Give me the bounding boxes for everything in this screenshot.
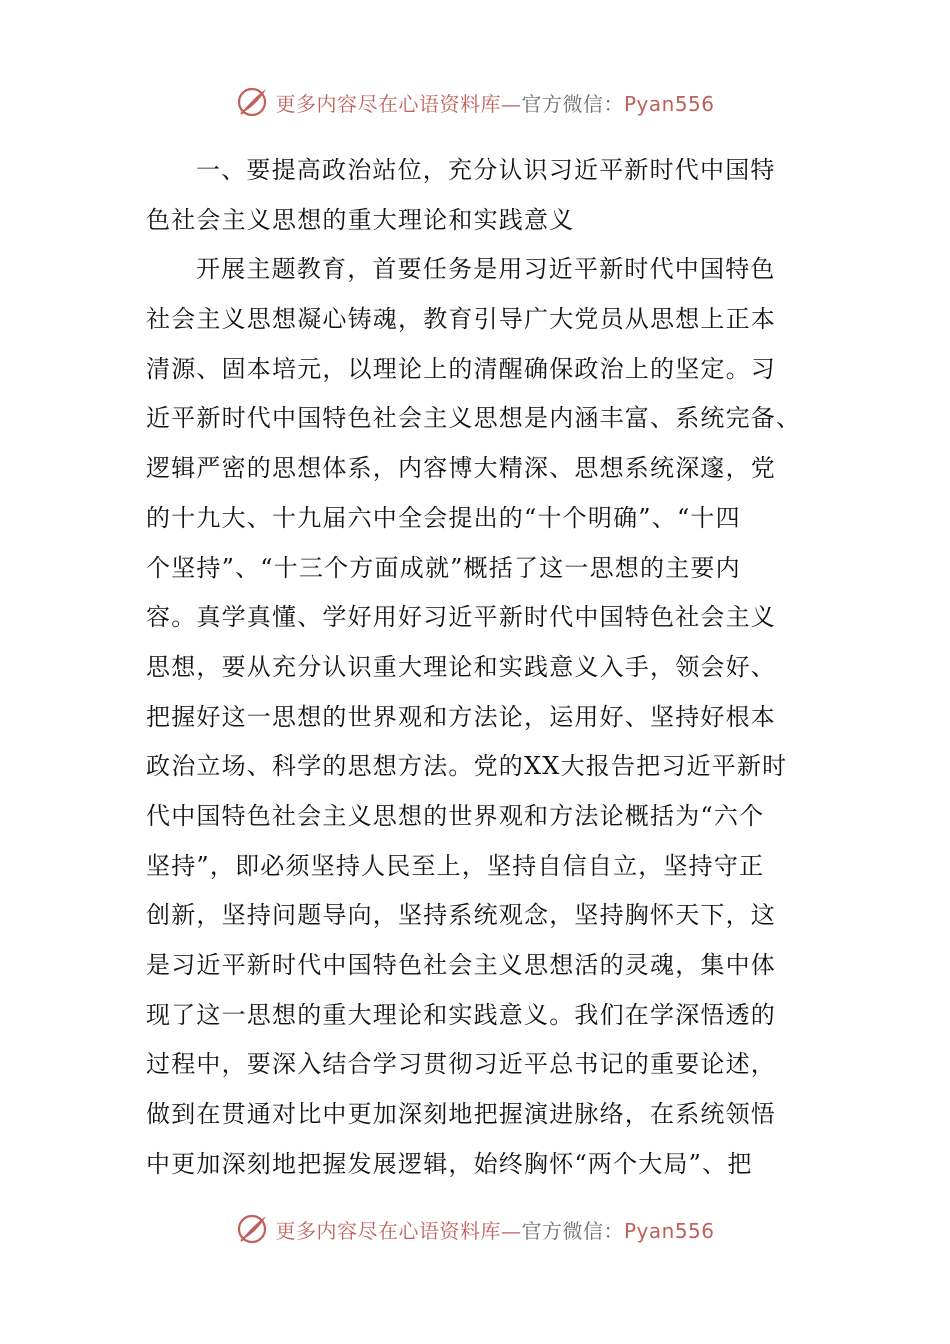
- paragraph-line: 清源、固本培元，以理论上的清醒确保政治上的坚定。习: [146, 354, 776, 383]
- paragraph-line: 社会主义思想凝心铸魂，教育引导广大党员从思想上正本: [146, 305, 776, 334]
- paragraph-line: 过程中，要深入结合学习贯彻习近平总书记的重要论述，: [146, 1050, 776, 1079]
- paragraph-line: 是习近平新时代中国特色社会主义思想活的灵魂，集中体: [146, 951, 776, 979]
- paragraph-line: 个坚持”、“十三个方面成就”概括了这一思想的主要内: [146, 553, 741, 582]
- banner-text: 更多内容尽在心语资料库—官方微信：Pyan556: [275, 1218, 715, 1243]
- header-banner: [0, 82, 950, 122]
- quill-logo-icon: [235, 84, 271, 120]
- paragraph-line: 代中国特色社会主义思想的世界观和方法论概括为“六个: [146, 801, 765, 830]
- paragraph-line: 容。真学真懂、学好用好习近平新时代中国特色社会主义: [146, 603, 776, 632]
- paragraph-line: 政治立场、科学的思想方法。党的XX大报告把习近平新时: [146, 752, 788, 781]
- paragraph-line: 开展主题教育，首要任务是用习近平新时代中国特色: [196, 255, 776, 284]
- banner-text: 更多内容尽在心语资料库—官方微信：Pyan556: [275, 91, 715, 116]
- section-heading-line-2: 色社会主义思想的重大理论和实践意义: [146, 205, 575, 234]
- paragraph-line: 做到在贯通对比中更加深刻地把握演进脉络，在系统领悟: [146, 1100, 776, 1129]
- section-heading-line-1: 一、要提高政治站位，充分认识习近平新时代中国特: [196, 156, 776, 184]
- quill-logo-icon: [235, 1211, 271, 1247]
- paragraph-line: 现了这一思想的重大理论和实践意义。我们在学深悟透的: [146, 1000, 776, 1029]
- paragraph-line: 逻辑严密的思想体系，内容博大精深、思想系统深邃，党: [146, 454, 776, 483]
- footer-banner: [0, 1209, 950, 1249]
- paragraph-line: 创新，坚持问题导向，坚持系统观念，坚持胸怀天下，这: [146, 901, 776, 930]
- paragraph-line: 中更加深刻地把握发展逻辑，始终胸怀“两个大局”、把: [146, 1149, 753, 1178]
- paragraph-line: 的十九大、十九届六中全会提出的“十个明确”、“十四: [146, 503, 741, 532]
- paragraph-line: 近平新时代中国特色社会主义思想是内涵丰富、系统完备、: [146, 404, 802, 433]
- paragraph-line: 坚持”，即必须坚持人民至上，坚持自信自立，坚持守正: [146, 851, 765, 880]
- document-body: [146, 146, 806, 1189]
- paragraph-line: 把握好这一思想的世界观和方法论，运用好、坚持好根本: [146, 702, 776, 731]
- paragraph-line: 思想，要从充分认识重大理论和实践意义入手，领会好、: [146, 652, 776, 681]
